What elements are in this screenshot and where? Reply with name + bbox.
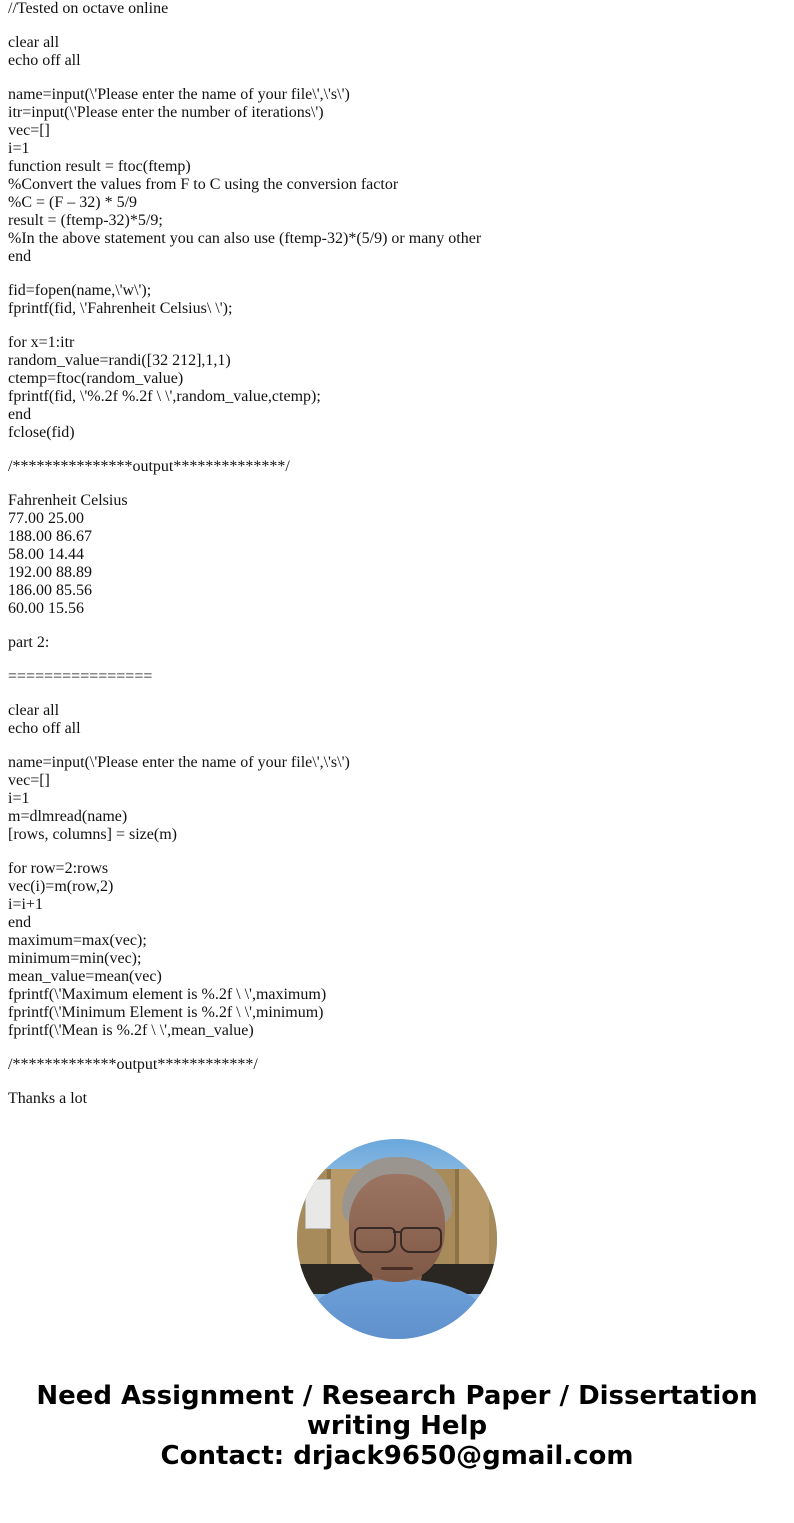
glasses-icon — [400, 1227, 442, 1253]
code-line: fprintf(\'Mean is %.2f \ \',mean_value) — [8, 1022, 254, 1039]
comment-tested — [8, 0, 786, 18]
divider-equals — [8, 668, 786, 686]
code-line: mean_value=mean(vec) — [8, 968, 162, 985]
output-header: Fahrenheit Celsius — [8, 492, 128, 509]
code-line: i=i+1 — [8, 896, 43, 913]
code-line: vec(i)=m(row,2) — [8, 878, 114, 895]
part-2-heading — [8, 634, 786, 652]
code-line: maximum=max(vec); — [8, 932, 147, 949]
closing-note — [8, 1090, 786, 1108]
code-line: function result = ftoc(ftemp) — [8, 158, 191, 175]
code-line: echo off all — [8, 52, 81, 69]
code-line: random_value=randi([32 212],1,1) — [8, 352, 231, 369]
code-line: ctemp=ftoc(random_value) — [8, 370, 184, 387]
code-line: /*************output************/ — [8, 1056, 258, 1073]
code-line: i=1 — [8, 790, 30, 807]
code-line: end — [8, 248, 32, 265]
code-line: ================ — [8, 668, 153, 685]
code-line: /***************output**************/ — [8, 458, 290, 475]
code-line: [rows, columns] = size(m) — [8, 826, 177, 843]
code-line: clear all — [8, 34, 60, 51]
code-line: Thanks a lot — [8, 1090, 88, 1107]
contact-banner — [0, 1381, 794, 1471]
banner-line-2: writing Help — [306, 1411, 488, 1441]
code-block-loop-1 — [8, 334, 786, 442]
output-row: 188.00 86.67 — [8, 528, 92, 545]
code-line: //Tested on octave online — [8, 0, 169, 17]
code-line: minimum=min(vec); — [8, 950, 142, 967]
code-line: echo off all — [8, 720, 81, 737]
code-line: result = (ftemp-32)*5/9; — [8, 212, 163, 229]
code-line: fprintf(\'Minimum Element is %.2f \ \',minimum) — [8, 1004, 324, 1021]
code-line: fprintf(fid, \'Fahrenheit Celsius\ \'); — [8, 300, 233, 317]
glasses-icon — [354, 1227, 396, 1253]
code-line: name=input(\'Please enter the name of your file\',\'s\') — [8, 86, 350, 103]
avatar — [297, 1139, 497, 1339]
code-line: %Convert the values from F to C using the conversion factor — [8, 176, 399, 193]
code-line: fid=fopen(name,\'w\'); — [8, 282, 152, 299]
output-table — [8, 492, 786, 618]
code-line: for row=2:rows — [8, 860, 109, 877]
code-line: %In the above statement you can also use (ftemp-32)*(5/9) or many other — [8, 230, 482, 247]
code-line: m=dlmread(name) — [8, 808, 128, 825]
code-line: fprintf(fid, \'%.2f %.2f \ \',random_value,ctemp); — [8, 388, 321, 405]
code-block-init-2 — [8, 702, 786, 738]
output-separator-2 — [8, 1056, 786, 1074]
code-line: name=input(\'Please enter the name of your file\',\'s\') — [8, 754, 350, 771]
code-line: itr=input(\'Please enter the number of iterations\') — [8, 104, 324, 121]
output-row: 186.00 85.56 — [8, 582, 92, 599]
code-line: end — [8, 406, 32, 423]
output-separator-1 — [8, 458, 786, 476]
code-line: fprintf(\'Maximum element is %.2f \ \',maximum) — [8, 986, 327, 1003]
output-row: 60.00 15.56 — [8, 600, 84, 617]
code-block-read — [8, 754, 786, 844]
avatar-container — [0, 1139, 794, 1339]
glasses-bridge — [393, 1231, 401, 1233]
code-line: fclose(fid) — [8, 424, 75, 441]
banner-line-1: Need Assignment / Research Paper / Dissertation — [36, 1381, 758, 1411]
code-block-loop-2 — [8, 860, 786, 1040]
code-line: for x=1:itr — [8, 334, 75, 351]
code-line: vec=[] — [8, 122, 50, 139]
code-block-function — [8, 86, 786, 266]
code-line: %C = (F – 32) * 5/9 — [8, 194, 138, 211]
contact-email: Contact: drjack9650@gmail.com — [160, 1441, 634, 1471]
code-line: clear all — [8, 702, 60, 719]
code-line: vec=[] — [8, 772, 50, 789]
code-line: part 2: — [8, 634, 50, 651]
avatar-mouth — [381, 1267, 413, 1270]
code-block-init-1 — [8, 34, 786, 70]
avatar-background-switch — [305, 1179, 331, 1229]
output-row: 192.00 88.89 — [8, 564, 92, 581]
code-line: i=1 — [8, 140, 30, 157]
code-line: end — [8, 914, 32, 931]
output-row: 77.00 25.00 — [8, 510, 84, 527]
output-row: 58.00 14.44 — [8, 546, 84, 563]
code-block-fopen — [8, 282, 786, 318]
